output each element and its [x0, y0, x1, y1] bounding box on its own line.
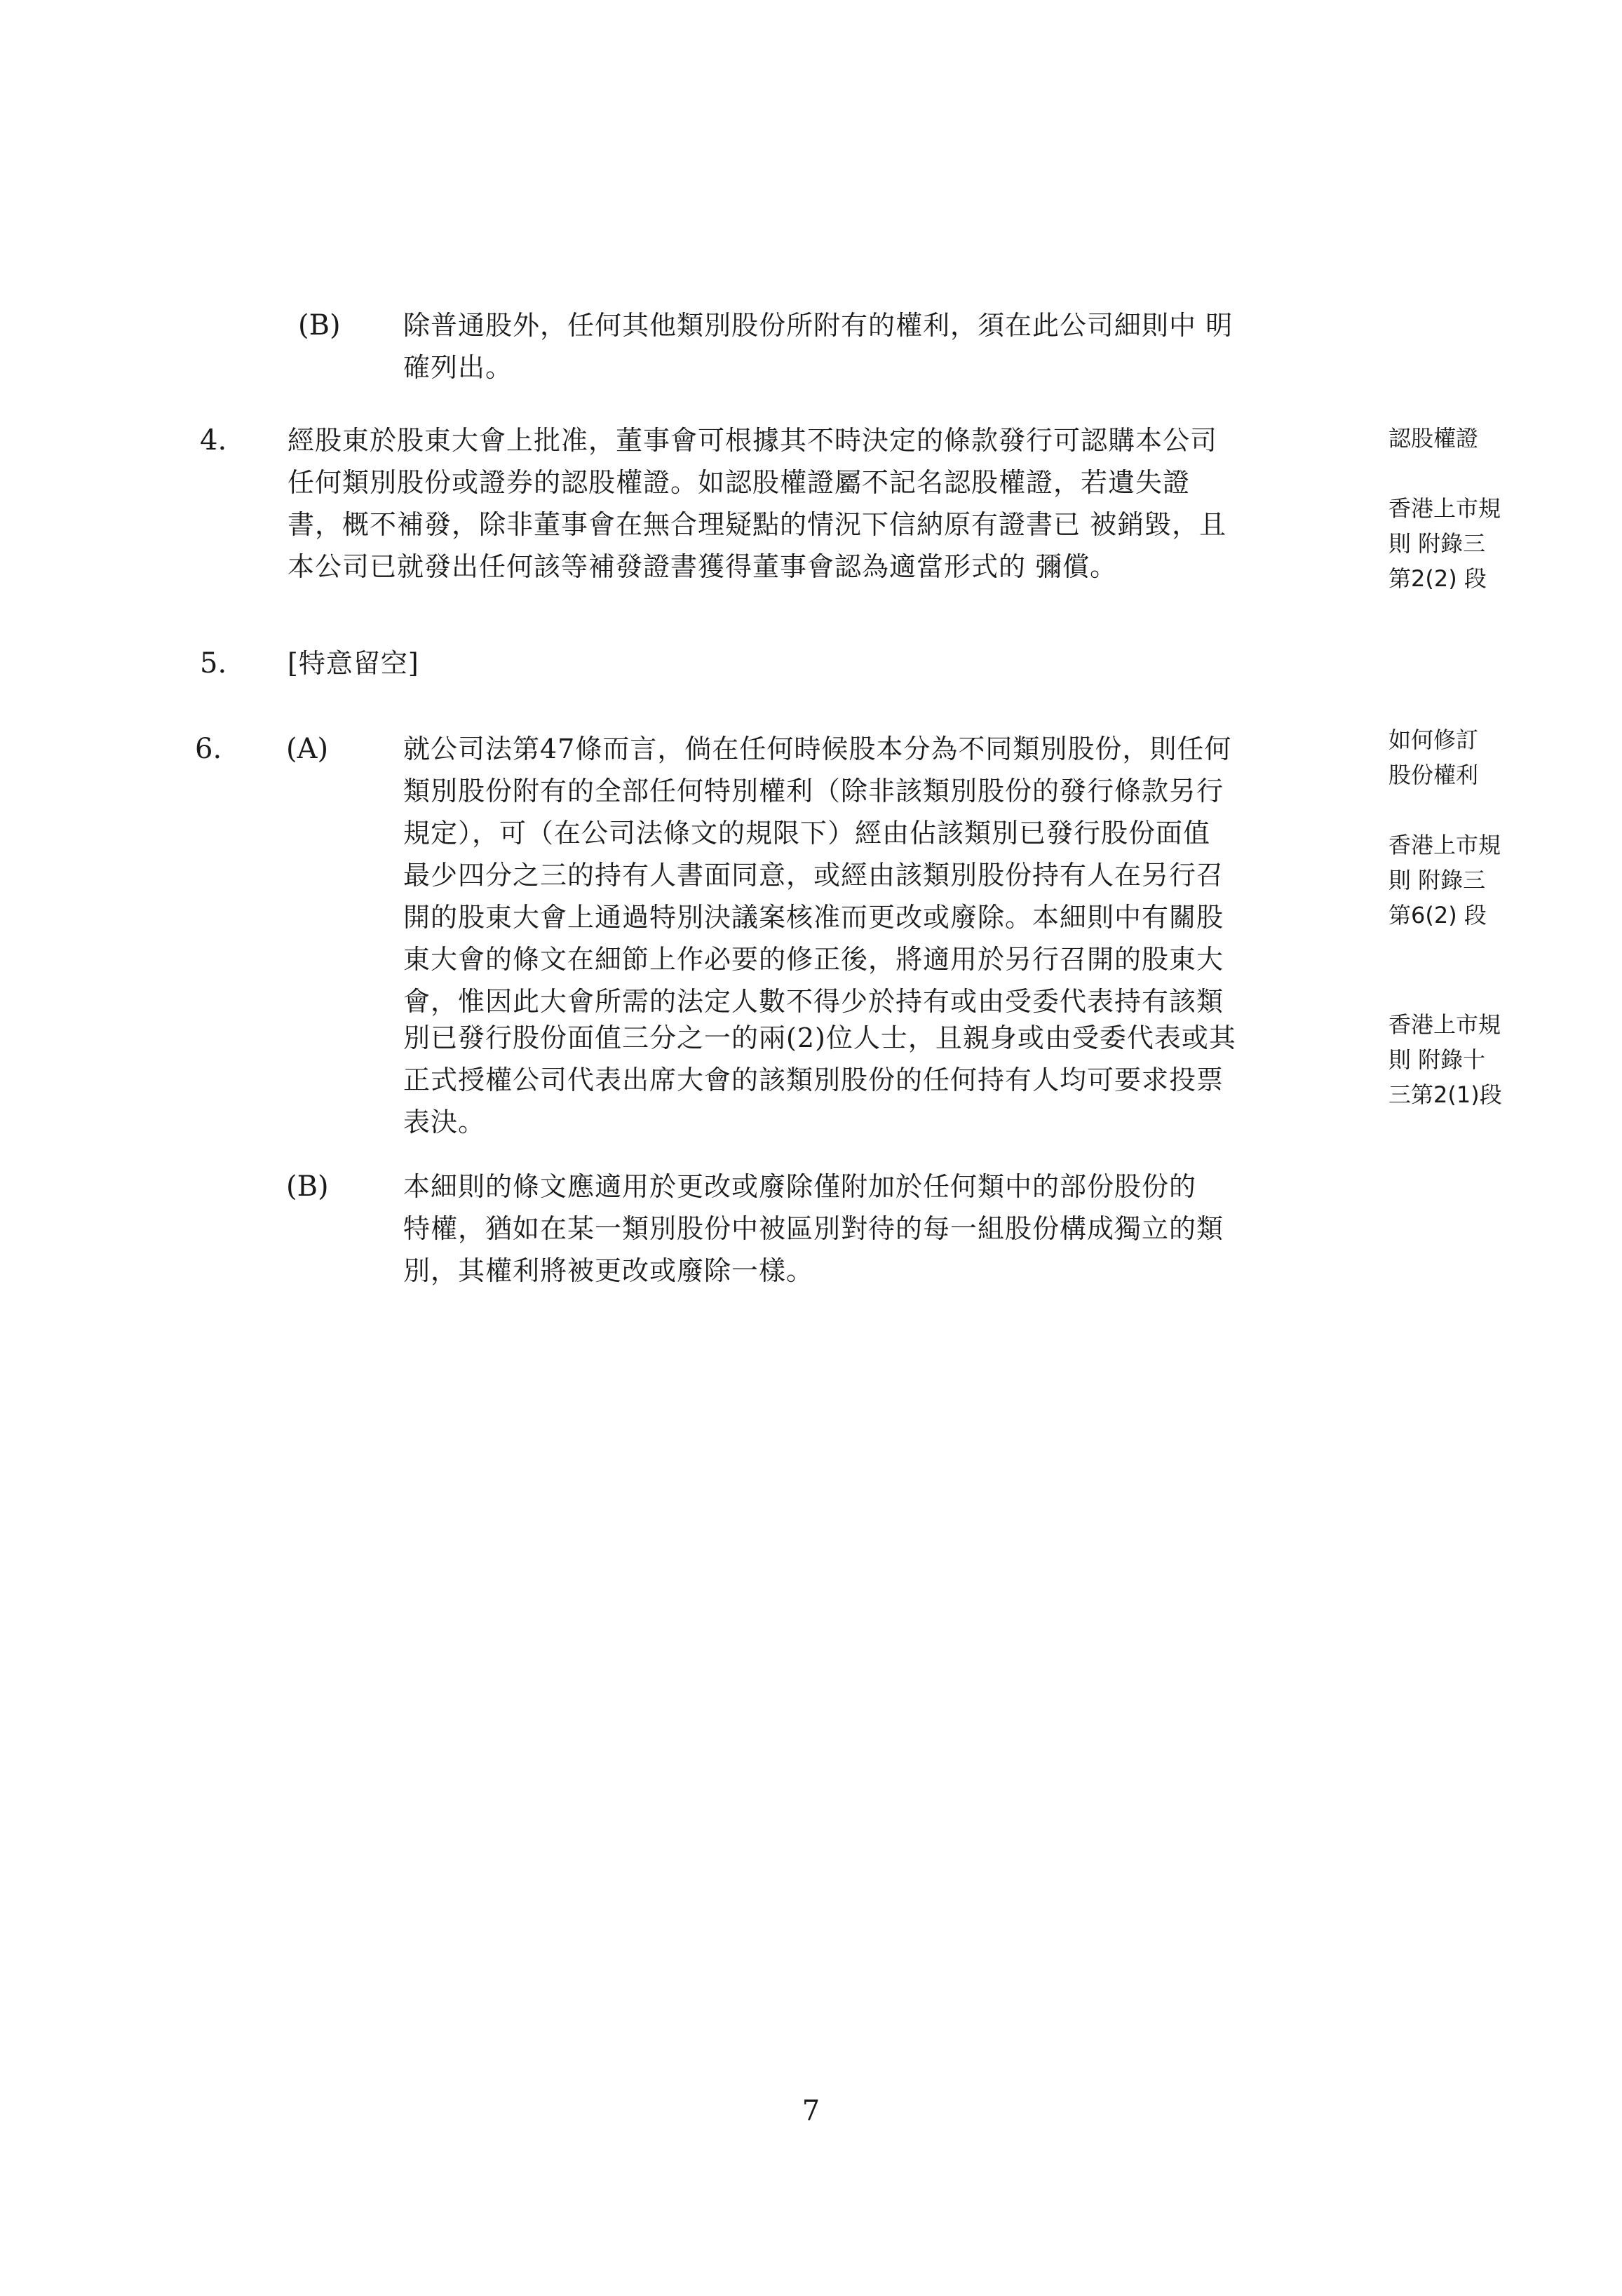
clause-6b-line: 特權，猶如在某一類別股份中被區別對待的每一組股份構成獨立的類	[403, 1213, 1224, 1244]
clause-6a-line: 類別股份附有的全部任何特別權利（除非該類別股份的發行條款另行	[403, 776, 1224, 806]
margin-note-line: 第2(2) 段	[1388, 565, 1487, 592]
clause-6b-text	[403, 1166, 1329, 1292]
clause-5-line: [特意留空]	[288, 648, 419, 679]
clause-4-number: 4.	[200, 424, 227, 457]
margin-note-line: 則 附錄三	[1388, 530, 1486, 557]
clause-4-line: 任何類別股份或證券的認股權證。如認股權證屬不記名認股權證，若遺失證	[288, 467, 1191, 498]
clause-6a-line: 開的股東大會上通過特別決議案核准而更改或廢除。本細則中有關股	[403, 902, 1224, 933]
clause-3b-line: 確列出。	[403, 352, 513, 383]
margin-note-line: 則 附錄三	[1388, 867, 1486, 893]
clause-3b-text	[403, 304, 1329, 389]
margin-note-listing-rule-app3-6-2	[1388, 828, 1571, 933]
clause-6a-line: 最少四分之三的持有人書面同意，或經由該類別股份持有人在另行召	[403, 860, 1224, 891]
clause-6a-label: (A)	[286, 733, 329, 765]
clause-6a-text-cont	[403, 1017, 1329, 1143]
margin-note-warrants	[1388, 421, 1571, 456]
margin-note-listing-rule-app13-2-1	[1388, 1007, 1571, 1112]
clause-6a-line: 東大會的條文在細節上作必要的修正後，將適用於另行召開的股東大	[403, 944, 1224, 975]
clause-6a-line: 就公司法第47條而言，倘在任何時候股本分為不同類別股份，則任何	[403, 734, 1232, 764]
margin-note-line: 股份權利	[1388, 762, 1479, 788]
clause-4-line: 書，概不補發，除非董事會在無合理疑點的情況下信納原有證書已 被銷毀，且	[288, 509, 1227, 540]
margin-note-line: 三第2(1)段	[1388, 1081, 1502, 1108]
margin-note-line: 認股權證	[1388, 425, 1479, 452]
clause-6b-line: 本細則的條文應適用於更改或廢除僅附加於任何類中的部份股份的	[403, 1171, 1197, 1202]
page-number: 7	[802, 2095, 820, 2127]
clause-6b-label: (B)	[286, 1170, 329, 1203]
clause-4-line: 經股東於股東大會上批准，董事會可根據其不時決定的條款發行可認購本公司	[288, 425, 1218, 456]
clause-4-line: 本公司已就發出任何該等補發證書獲得董事會認為適當形式的 彌償。	[288, 551, 1118, 582]
margin-note-line: 香港上市規	[1388, 832, 1501, 858]
clause-3b-label: (B)	[298, 309, 341, 342]
clause-4-text	[288, 419, 1325, 588]
margin-note-line: 第6(2) 段	[1388, 902, 1487, 928]
clause-5-number: 5.	[200, 647, 227, 680]
clause-6b-line: 別，其權利將被更改或廢除一樣。	[403, 1255, 814, 1286]
clause-6a-text	[403, 728, 1329, 1022]
margin-note-line: 香港上市規	[1388, 1011, 1501, 1038]
clause-6a-line: 會，惟因此大會所需的法定人數不得少於持有或由受委代表持有該類	[403, 986, 1224, 1017]
margin-note-vary-rights	[1388, 722, 1571, 792]
clause-5-text	[288, 642, 708, 684]
margin-note-line: 則 附錄十	[1388, 1046, 1486, 1073]
clause-6a-line: 別已發行股份面值三分之一的兩(2)位人士，且親身或由受委代表或其	[403, 1022, 1236, 1053]
clause-6-number: 6.	[195, 733, 222, 765]
margin-note-line: 香港上市規	[1388, 495, 1501, 522]
clause-6a-line: 表決。	[403, 1107, 486, 1137]
clause-3b-line: 除普通股外，任何其他類別股份所附有的權利，須在此公司細則中 明	[403, 310, 1234, 341]
margin-note-listing-rule-app3-2-2	[1388, 491, 1571, 596]
clause-6a-line: 正式授權公司代表出席大會的該類別股份的任何持有人均可要求投票	[403, 1065, 1224, 1095]
margin-note-line: 如何修訂	[1388, 727, 1479, 753]
clause-6a-line: 規定），可（在公司法條文的規限下）經由佔該類別已發行股份面值	[403, 818, 1211, 849]
